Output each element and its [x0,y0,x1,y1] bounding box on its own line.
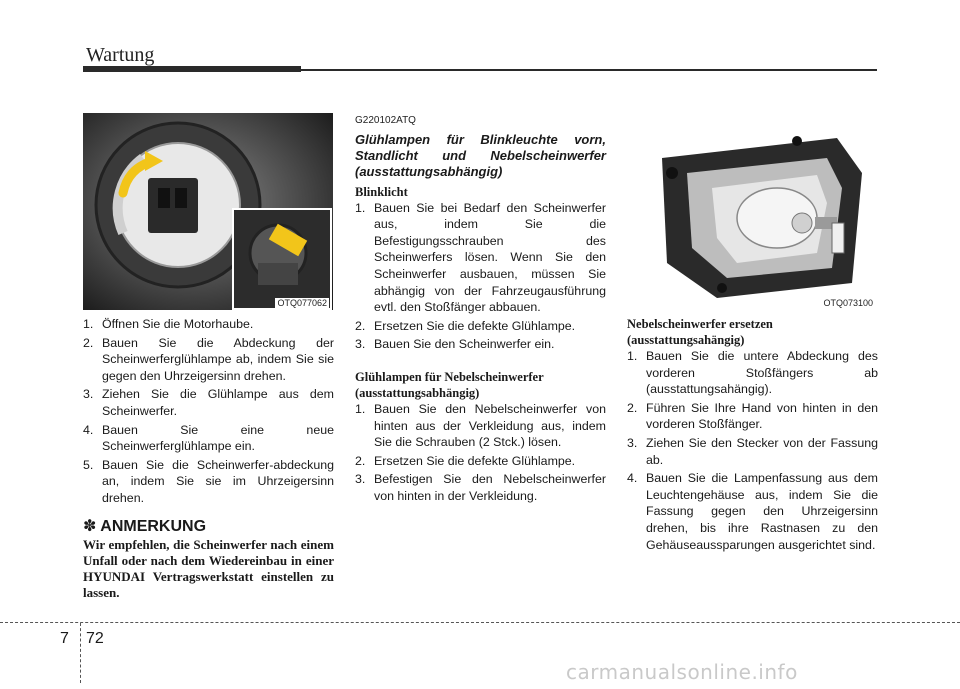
right-column [627,316,878,555]
footer-rule [0,622,960,623]
photo-caption-left: OTQ077062 [277,298,327,308]
headlamp-bulb-illustration [83,113,333,310]
list-item: 2. Ersetzen Sie die defekte Glühlampe. [355,318,576,333]
left-column [83,316,334,601]
list-item: 1. Bauen Sie die untere Abdeckung des vorderen Stoßfängers ab (ausstattungsahängig). [627,349,878,397]
blinklicht-steps [355,200,606,353]
list-item: 2. Ersetzen Sie die defekte Glühlampe. [355,453,576,468]
header-rule-thick [83,66,301,72]
photo-caption-right: OTQ073100 [823,298,873,308]
footer-divider [80,623,81,683]
list-item: 4. Bauen Sie die Lampenfassung aus dem Leuchtengehäuse aus, indem Sie die Fassung gegen den Uhrzeigersinn drehen, bis ihre Rastnasen zu den Gehäuseaussparungen ausgerichtet sind. [627,471,878,552]
fog-lamp-photo [627,113,877,310]
list-item: 3. Befestigen Sie den Nebelscheinwerfer von hinten in der Verkleidung. [355,472,606,503]
list-item: 4. Bauen Sie eine neue Scheinwerferglühlampe ein. [83,422,334,454]
headlamp-bulb-photo [83,113,333,310]
section-subtitle: Glühlampen für Blinkleuchte vorn, Standlicht und Nebelscheinwerfer (ausstattungsabhängig) [355,131,606,179]
fog-bulb-steps [355,401,606,505]
page-number: 72 [86,630,104,647]
list-item: 1. Bauen Sie den Nebelscheinwerfer von hinten aus der Verkleidung aus, indem Sie die Schrauben (2 Stck.) lösen. [355,401,606,450]
headlamp-steps [83,316,334,507]
list-item: 1. Bauen Sie bei Bedarf den Scheinwerfer aus, indem Sie die Befestigungsschrauben des Scheinwerfers lösen. Wenn Sie den Scheinwerfer ausbauen, müssen Sie abhängig von der Fahrzeugausführung evtl. den Stoßfänger abbauen. [355,200,606,315]
list-item: 1. Öffnen Sie die Motorhaube. [83,317,254,331]
fog-lamp-illustration [627,113,877,310]
watermark: carmanualsonline.info [566,660,798,684]
header-rule-thin [301,69,877,71]
list-item: 5. Bauen Sie die Scheinwerfer-abdeckung an, indem Sie sie im Uhrzeigersinn drehen. [83,457,334,505]
list-item: 3. Ziehen Sie die Glühlampe aus dem Scheinwerfer. [83,387,334,418]
chapter-number: 7 [60,630,69,647]
middle-column [355,113,606,507]
fog-bulb-heading: Glühlampen für Nebelscheinwerfer (ausstattungsabhängig) [355,369,544,400]
fog-replace-heading: Nebelscheinwerfer ersetzen (ausstattungsahängig) [627,317,773,347]
fog-replace-steps [627,348,878,553]
list-item: 3. Ziehen Sie den Stecker von der Fassung ab. [627,435,878,467]
page-section-title: Wartung [86,44,155,66]
blinklicht-heading: Blinklicht [355,184,408,199]
note-heading: ✽ ANMERKUNG [83,517,207,535]
list-item: 2. Bauen Sie die Abdeckung der Scheinwerferglühlampe ab, indem Sie sie gegen den Uhrzeigersinn drehen. [83,335,334,383]
list-item: 2. Führen Sie Ihre Hand von hinten in den vorderen Stoßfänger. [627,400,878,432]
section-code: G220102ATQ [355,115,416,126]
note-text: Wir empfehlen, die Scheinwerfer nach einem Unfall oder nach dem Wiedereinbau in einer HYUNDAI Vertragswerkstatt einstellen zu lassen. [83,537,334,601]
list-item: 3. Bauen Sie den Scheinwerfer ein. [355,337,555,352]
